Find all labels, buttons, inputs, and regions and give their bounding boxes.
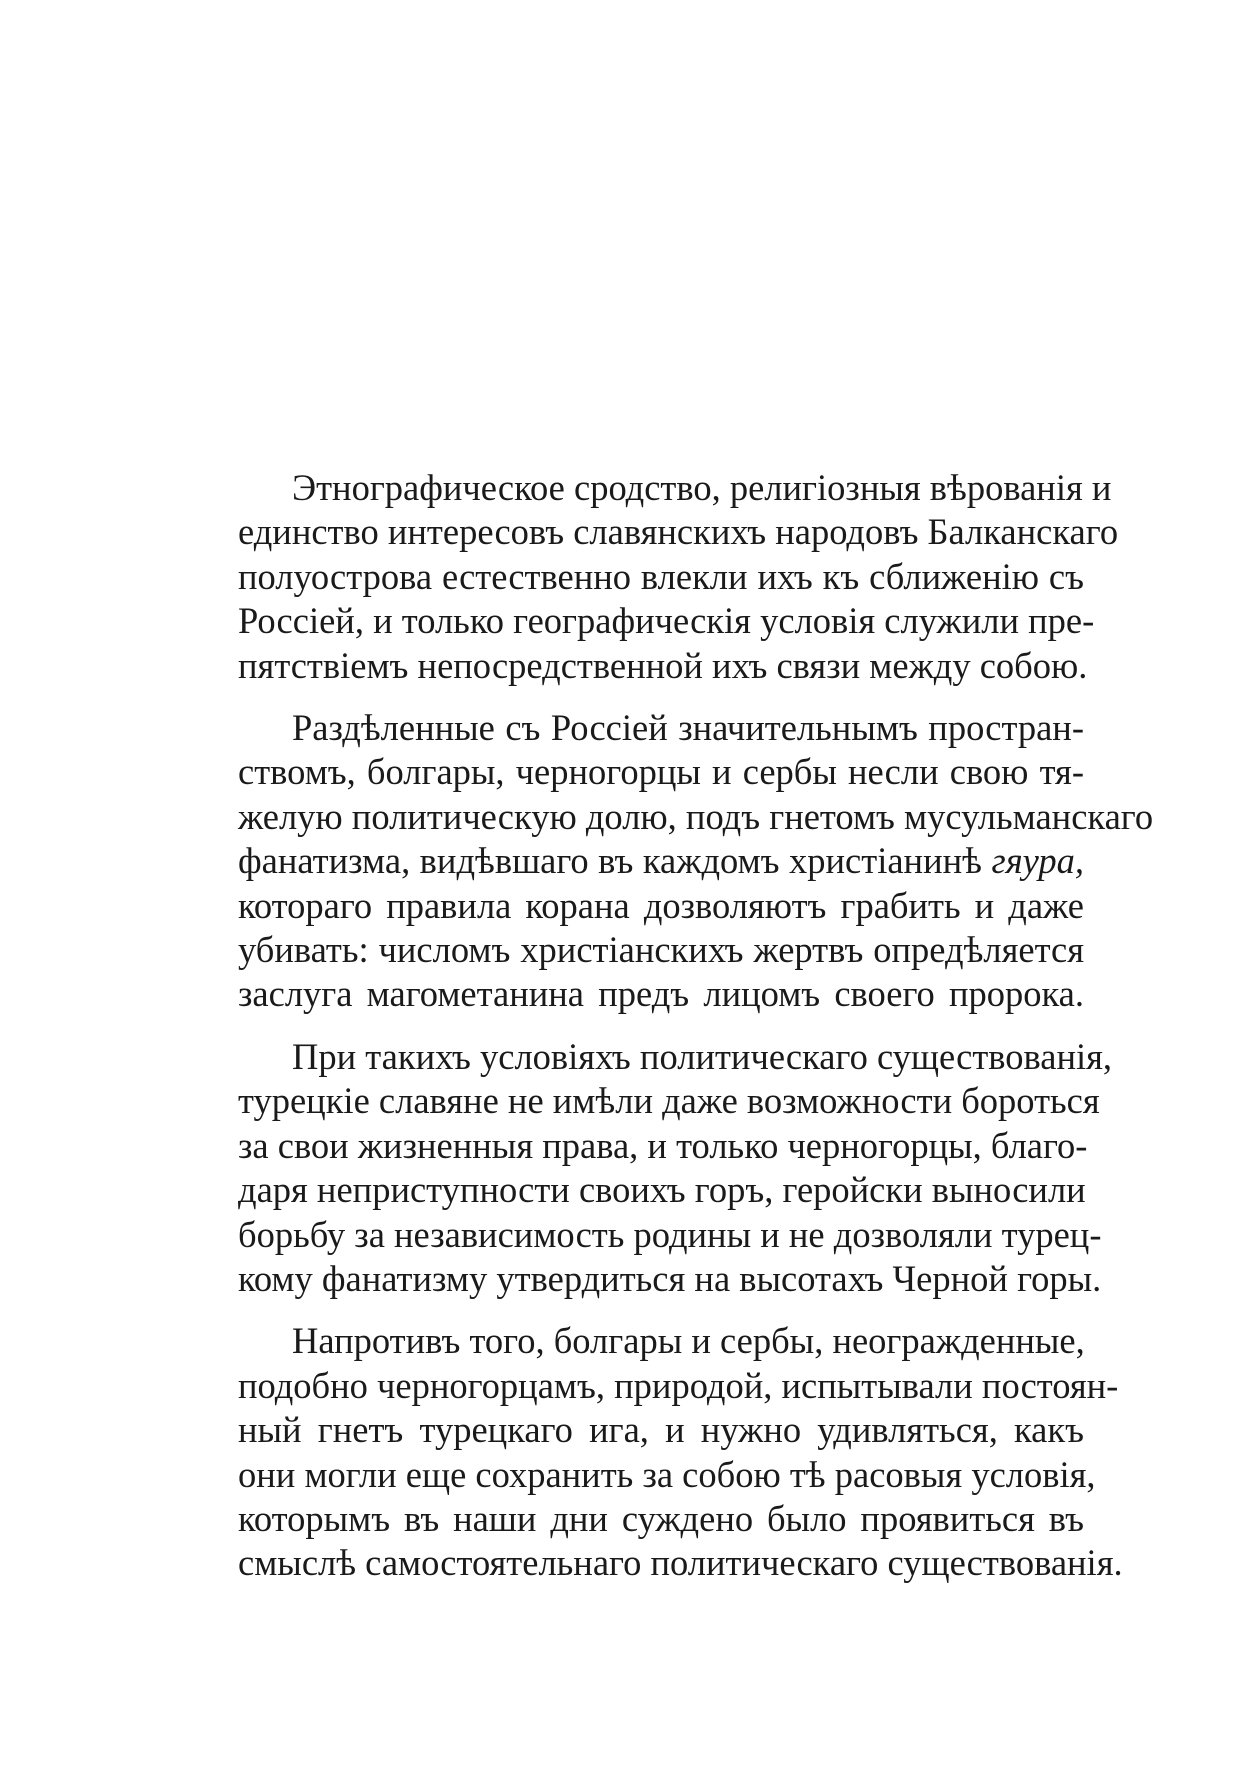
text-line: смыслѣ самостоятельнаго политическаго существованія. xyxy=(238,1542,1123,1584)
text-line: убивать: числомъ христіанскихъ жертвъ опредѣляется xyxy=(238,929,1084,971)
text-line: котораго правила корана дозволяютъ грабить и даже xyxy=(238,884,1084,926)
text-line-with-italic xyxy=(238,839,1084,883)
text-line: ный гнетъ турецкаго ига, и нужно удивляться, какъ xyxy=(238,1409,1084,1451)
text-line: Напротивъ того, болгары и сербы, неогражденные, xyxy=(292,1320,1085,1362)
text-line: кому фанатизму утвердиться на высотахъ Черной горы. xyxy=(238,1257,1102,1299)
text-line: желую политическую долю, подъ гнетомъ мусульманскаго xyxy=(238,795,1154,837)
text-line: заслуга магометанина предъ лицомъ своего пророка. xyxy=(238,973,1084,1015)
text-line: подобно черногорцамъ, природой, испытывали постоян- xyxy=(238,1364,1119,1406)
paragraph-2 xyxy=(238,706,1154,1017)
paragraph-3 xyxy=(238,1035,1113,1301)
text-line: ствомъ, болгары, черногорцы и сербы несли свою тя- xyxy=(238,751,1084,793)
body-text xyxy=(238,466,1154,1604)
text-line: борьбу за независимость родины и не дозволяли турец- xyxy=(238,1213,1102,1255)
paragraph-4 xyxy=(238,1319,1123,1585)
paragraph-1 xyxy=(238,466,1119,688)
italic-word: гяура, xyxy=(991,840,1085,882)
text-line: пятствіемъ непосредственной ихъ связи между собою. xyxy=(238,644,1088,686)
text-line: Раздѣленные съ Россіей значительнымъ простран- xyxy=(292,707,1084,749)
text-line: При такихъ условіяхъ политическаго существованія, xyxy=(292,1035,1113,1077)
text-line: полуострова естественно влекли ихъ къ сближенію съ xyxy=(238,555,1084,597)
text-line: которымъ въ наши дни суждено было проявиться въ xyxy=(238,1497,1084,1539)
text-line: они могли еще сохранить за собою тѣ расовыя условія, xyxy=(238,1453,1096,1495)
text-line: Этнографическое сродство, религіозныя вѣрованія и xyxy=(292,467,1112,508)
text-line: единство интересовъ славянскихъ народовъ Балканскаго xyxy=(238,511,1119,553)
text-segment: фанатизма, видѣвшаго въ каждомъ христіанинѣ xyxy=(238,840,982,882)
text-line: Россіей, и только географическія условія служили пре- xyxy=(238,600,1095,642)
text-line: за свои жизненныя права, и только черногорцы, благо- xyxy=(238,1124,1088,1166)
text-line: даря неприступности своихъ горъ, геройски выносили xyxy=(238,1169,1086,1211)
text-line: турецкіе славяне не имѣли даже возможности бороться xyxy=(238,1080,1100,1122)
